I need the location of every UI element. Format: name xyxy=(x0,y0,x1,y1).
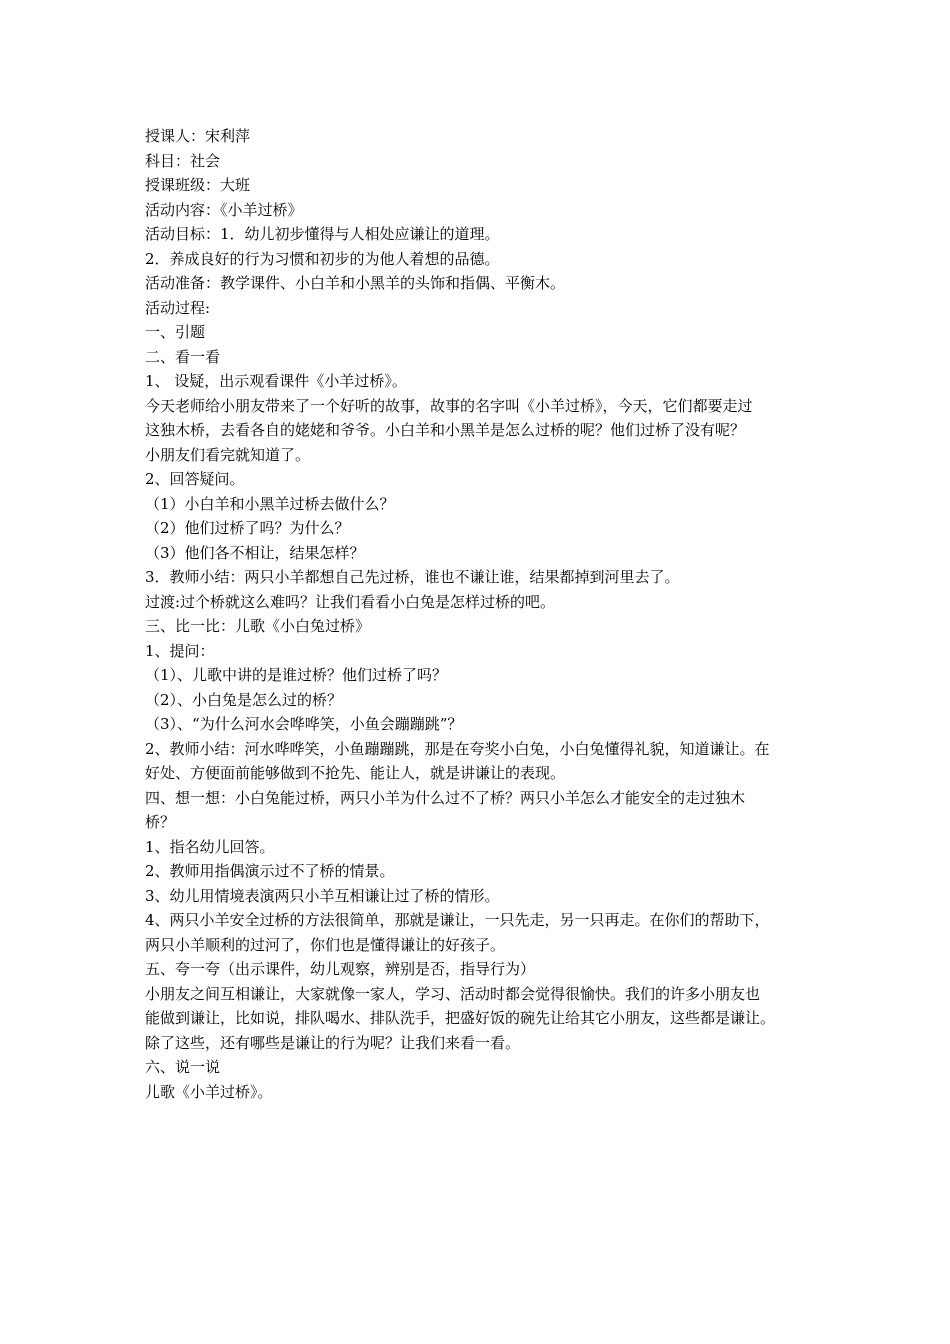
text-line: 这独木桥，去看各自的姥姥和爷爷。小白羊和小黑羊是怎么过桥的呢？他们过桥了没有呢？ xyxy=(145,421,746,439)
text-line: 2、教师用指偶演示过不了桥的情景。 xyxy=(145,862,395,880)
question-line: （3）他们各不相让，结果怎样？ xyxy=(145,543,365,562)
activity-preparation-line: 活动准备：教学课件、小白羊和小黑羊的头饰和指偶、平衡木。 xyxy=(145,274,566,292)
text-line: 桥？ xyxy=(145,813,176,831)
class-line: 授课班级：大班 xyxy=(145,176,251,194)
text-line: 3．教师小结：两只小羊都想自己先过桥，谁也不谦让谁，结果都掉到河里去了。 xyxy=(145,568,680,586)
question-line: （2）他们过桥了吗？为什么？ xyxy=(145,519,350,537)
text-line: 4、两只小羊安全过桥的方法很简单，那就是谦让，一只先走，另一只再走。在你们的帮助下， xyxy=(145,911,770,929)
text-line: 2、教师小结：河水哗哗笑，小鱼蹦蹦跳，那是在夸奖小白兔，小白兔懂得礼貌，知道谦让。在 xyxy=(145,739,770,758)
text-line: 能做到谦让，比如说，排队喝水、排队洗手，把盛好饭的碗先让给其它小朋友，这些都是谦让。 xyxy=(145,1009,776,1027)
text-line: 小朋友们看完就知道了。 xyxy=(145,445,311,464)
question-line: （1）、儿歌中讲的是谁过桥？他们过桥了吗？ xyxy=(145,666,448,684)
subject-line: 科目：社会 xyxy=(145,151,221,170)
section-heading-4: 四、想一想：小白兔能过桥，两只小羊为什么过不了桥？两只小羊怎么才能安全的走过独木 xyxy=(145,788,746,807)
activity-process-heading: 活动过程: xyxy=(145,298,211,317)
text-line: 3、幼儿用情境表演两只小羊互相谦让过了桥的情形。 xyxy=(145,886,500,905)
section-heading-5: 五、夸一夸（出示课件，幼儿观察，辨别是否，指导行为） xyxy=(145,960,536,978)
question-line: （2）、小白兔是怎么过的桥？ xyxy=(145,690,343,709)
text-line: 2、回答疑问。 xyxy=(145,470,245,488)
text-line: 1、 设疑，出示观看课件《小羊过桥》。 xyxy=(145,372,407,390)
activity-goal-line-2: 2．养成良好的行为习惯和初步的为他人着想的品德。 xyxy=(145,249,500,268)
section-heading-3: 三、比一比：儿歌《小白兔过桥》 xyxy=(145,617,371,635)
text-line: 小朋友之间互相谦让，大家就像一家人，学习、活动时都会觉得很愉快。我们的许多小朋友也 xyxy=(145,984,761,1003)
lesson-plan-text xyxy=(145,124,810,1104)
section-heading-1: 一、引题 xyxy=(145,323,206,341)
teacher-line: 授课人：宋利萍 xyxy=(145,127,251,145)
text-line: 好处、方便面前能够做到不抢先、能让人，就是讲谦让的表现。 xyxy=(145,764,566,782)
question-line: （1）小白羊和小黑羊过桥去做什么？ xyxy=(145,494,395,513)
activity-goal-line: 活动目标：1．幼儿初步懂得与人相处应谦让的道理。 xyxy=(145,225,500,243)
section-heading-2: 二、看一看 xyxy=(145,347,221,366)
text-line: 1、提问： xyxy=(145,641,215,660)
text-line: 过渡:过个桥就这么难吗？让我们看看小白兔是怎样过桥的吧。 xyxy=(145,592,556,611)
text-line: 今天老师给小朋友带来了一个好听的故事，故事的名字叫《小羊过桥》，今天，它们都要走过 xyxy=(145,396,753,415)
text-line: 除了这些，还有哪些是谦让的行为呢？让我们来看一看。 xyxy=(145,1033,521,1052)
section-heading-6: 六、说一说 xyxy=(145,1058,221,1076)
text-line: 儿歌《小羊过桥》。 xyxy=(145,1082,273,1101)
question-line: （3）、“为什么河水会哗哗笑，小鱼会蹦蹦跳”？ xyxy=(145,715,463,733)
text-line: 1、指名幼儿回答。 xyxy=(145,837,275,856)
text-line: 两只小羊顺利的过河了，你们也是懂得谦让的好孩子。 xyxy=(145,935,506,954)
activity-content-line: 活动内容：《小羊过桥》 xyxy=(145,200,303,219)
